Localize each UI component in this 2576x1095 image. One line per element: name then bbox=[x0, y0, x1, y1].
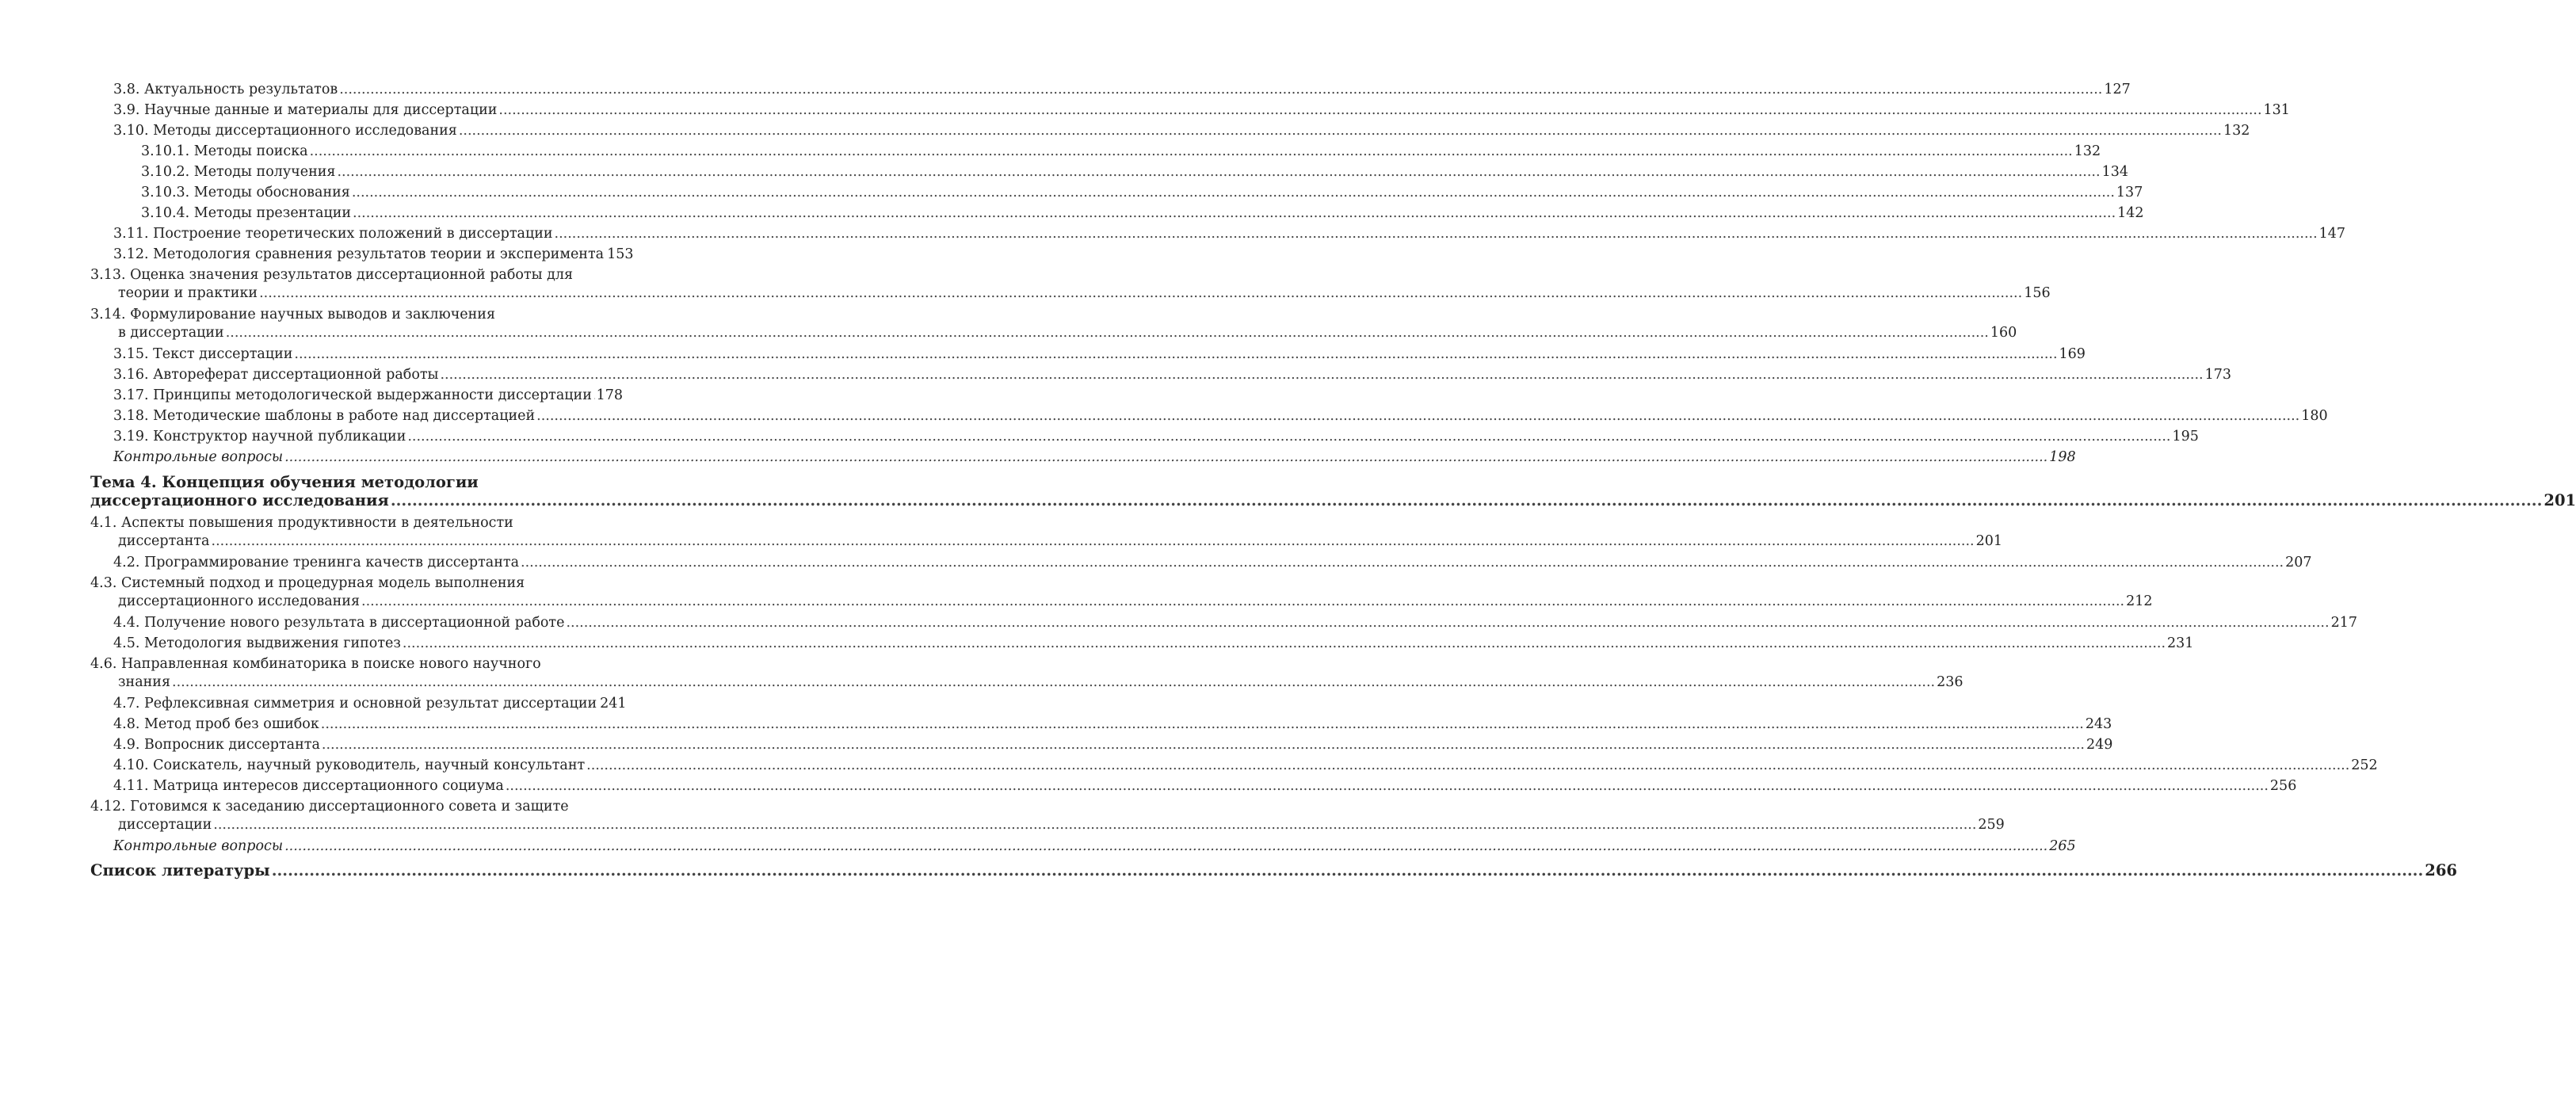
toc-entry-title: 3.14. Формулирование научных выводов и заключения bbox=[90, 306, 495, 322]
toc-entry-title: 3.10.1. Методы поиска bbox=[141, 143, 308, 159]
toc-page-number: 169 bbox=[2059, 346, 2086, 362]
toc-entry-cont-title: теории и практики bbox=[118, 285, 258, 301]
toc-page-number: 195 bbox=[2172, 429, 2199, 444]
toc-entry-leader-line bbox=[113, 120, 2250, 141]
toc-entry[interactable] bbox=[90, 182, 2143, 203]
toc-page-number: 132 bbox=[2074, 143, 2101, 159]
toc-entry-title: 4.8. Метод проб без ошибок bbox=[113, 716, 319, 732]
toc-review-questions[interactable] bbox=[90, 447, 2076, 467]
toc-page-number: 236 bbox=[1937, 674, 1963, 690]
toc-entry-title: 4.10. Соискатель, научный руководитель, научный консультант bbox=[113, 757, 586, 773]
toc-bibliography-entry[interactable] bbox=[90, 860, 2457, 881]
toc-entry-title: 3.11. Построение теоретических положений в диссертации bbox=[113, 226, 553, 242]
toc-entry-title: 3.17. Принципы методологической выдержанности диссертации bbox=[113, 387, 592, 403]
toc-bibliography-leader-line bbox=[90, 860, 2457, 881]
toc-entry-leader-line bbox=[113, 714, 2112, 734]
toc-page-number: 266 bbox=[2425, 861, 2457, 879]
toc-entry[interactable] bbox=[90, 141, 2101, 162]
toc-entry-leader-line bbox=[141, 203, 2144, 223]
toc-review-questions[interactable] bbox=[90, 836, 2076, 857]
dot-leader: ................................................................................................................................................................................................................................................................................................................................................................................................................ bbox=[259, 285, 2023, 301]
toc-entry[interactable] bbox=[90, 406, 2328, 426]
toc-entry-leader-line bbox=[113, 552, 2312, 573]
toc-entry-leader-line bbox=[113, 100, 2290, 120]
toc-entry[interactable] bbox=[90, 100, 2290, 120]
toc-entry[interactable] bbox=[90, 385, 623, 406]
dot-leader: ................................................................................................................................................................................................................................................................................................................................................................................................................ bbox=[211, 533, 1975, 549]
dot-leader: ................................................................................................................................................................................................................................................................................................................................................................................................................ bbox=[337, 164, 2101, 180]
dot-leader: ................................................................................................................................................................................................................................................................................................................................................................................................................ bbox=[213, 817, 1977, 833]
toc-entry-title: 3.18. Методические шаблоны в работе над диссертацией bbox=[113, 408, 536, 424]
toc-page-number: 201 bbox=[2544, 491, 2576, 509]
toc-entry-title: 3.16. Автореферат диссертационной работы bbox=[113, 367, 439, 383]
toc-page-number: 156 bbox=[2024, 285, 2051, 301]
toc-entry-title: 4.6. Направленная комбинаторика в поиске нового научного bbox=[90, 655, 541, 672]
toc-entry-title: 3.8. Актуальность результатов bbox=[113, 82, 338, 97]
toc-entry-cont-leader-line bbox=[118, 673, 1963, 692]
toc-entry-leader-line bbox=[113, 693, 627, 714]
toc-page-number: 259 bbox=[1978, 817, 2005, 833]
toc-entry-cont-leader-line bbox=[118, 593, 2153, 612]
dot-leader: ................................................................................................................................................................................................................................................................................................................................................................................................................ bbox=[339, 82, 2103, 97]
toc-page-number: 243 bbox=[2085, 716, 2112, 732]
toc-entry[interactable] bbox=[90, 120, 2250, 141]
toc-entry-cont-title: в диссертации bbox=[118, 325, 224, 341]
toc-entry-leader-line bbox=[113, 79, 2131, 100]
dot-leader: ................................................................................................................................................................................................................................................................................................................................................................................................................ bbox=[225, 325, 1989, 341]
toc-entry[interactable] bbox=[90, 693, 627, 714]
toc-entry[interactable] bbox=[90, 513, 2003, 552]
toc-entry-cont-title: знания bbox=[118, 674, 171, 690]
toc-entry[interactable] bbox=[90, 755, 2378, 776]
toc-entry-title: 4.5. Методология выдвижения гипотез bbox=[113, 635, 401, 651]
toc-page-number: 142 bbox=[2117, 205, 2144, 221]
toc-entry-leader-line bbox=[113, 776, 2297, 796]
toc-entry-leader-line bbox=[113, 406, 2328, 426]
toc-entry-leader-line bbox=[141, 141, 2101, 162]
toc-bibliography-title: Список литературы bbox=[90, 861, 270, 879]
toc-page-number: 217 bbox=[2330, 615, 2357, 631]
toc-entry-leader-line bbox=[141, 162, 2128, 182]
toc-entry-title: 3.10.2. Методы получения bbox=[141, 164, 336, 180]
toc-entry[interactable] bbox=[90, 223, 2346, 244]
toc-entry-leader-line bbox=[113, 344, 2086, 364]
toc-entry-title: 3.12. Методология сравнения результатов теории и эксперимента bbox=[113, 246, 605, 262]
dot-leader: ................................................................................................................................................................................................................................................................................................................................................................................................................ bbox=[402, 635, 2166, 651]
toc-entry-cont-leader-line bbox=[118, 284, 2051, 303]
toc-page-number: 127 bbox=[2104, 82, 2131, 97]
dot-leader: ................................................................................................................................................................................................................................................................................................................................................................................................................ bbox=[353, 205, 2116, 221]
dot-leader: ................................................................................................................................................................................................................................................................................................................................................................................................................ bbox=[440, 367, 2204, 383]
toc-page-number: 252 bbox=[2351, 757, 2378, 773]
toc-entry-title: 4.2. Программирование тренинга качеств диссертанта bbox=[113, 555, 520, 570]
toc-page-number: 178 bbox=[596, 387, 623, 403]
toc-page-number: 249 bbox=[2086, 737, 2113, 753]
dot-leader: ................................................................................................................................................................................................................................................................................................................................................................................................................ bbox=[566, 615, 2330, 631]
dot-leader: ................................................................................................................................................................................................................................................................................................................................................................................................................ bbox=[284, 838, 2048, 854]
toc-entry[interactable] bbox=[90, 79, 2131, 100]
dot-leader: ................................................................................................................................................................................................................................................................................................................................................................................................................ bbox=[458, 123, 2222, 139]
toc-page-number: 180 bbox=[2301, 408, 2328, 424]
toc-page-number: 132 bbox=[2223, 123, 2250, 139]
toc-entry[interactable] bbox=[90, 714, 2112, 734]
toc-page-number: 160 bbox=[1990, 325, 2017, 341]
toc-entry-leader-line bbox=[113, 612, 2357, 633]
toc-entry-title: 4.12. Готовимся к заседанию диссертационного совета и защите bbox=[90, 798, 569, 815]
dot-leader bbox=[593, 385, 595, 406]
toc-entry-title: 3.19. Конструктор научной публикации bbox=[113, 429, 406, 444]
toc-entry-leader-line bbox=[141, 182, 2143, 203]
toc-entry-title: 3.9. Научные данные и материалы для диссертации bbox=[113, 102, 498, 118]
toc-entry[interactable] bbox=[90, 612, 2357, 633]
toc-entry-leader-line bbox=[113, 244, 634, 265]
dot-leader: ................................................................................................................................................................................................................................................................................................................................................................................................................ bbox=[320, 716, 2084, 732]
toc-topic-cont-title: диссертационного исследования bbox=[90, 491, 389, 509]
toc-entry[interactable] bbox=[90, 364, 2231, 385]
dot-leader: ................................................................................................................................................................................................................................................................................................................................................................................................................ bbox=[361, 593, 2125, 609]
toc-entry-leader-line bbox=[113, 385, 623, 406]
toc-page-number: 212 bbox=[2126, 593, 2153, 609]
toc-entry-cont-title: диссертанта bbox=[118, 533, 210, 549]
dot-leader: ................................................................................................................................................................................................................................................................................................................................................................................................................ bbox=[271, 861, 2424, 879]
dot-leader: ................................................................................................................................................................................................................................................................................................................................................................................................................ bbox=[536, 408, 2300, 424]
toc-entry[interactable] bbox=[90, 203, 2144, 223]
toc-entry[interactable] bbox=[90, 654, 1963, 693]
toc-page-number: 207 bbox=[2285, 555, 2312, 570]
toc-entry-title: 3.10. Методы диссертационного исследования bbox=[113, 123, 457, 139]
toc-entry-title: 3.10.4. Методы презентации bbox=[141, 205, 352, 221]
toc-entry[interactable] bbox=[90, 344, 2086, 364]
table-of-contents bbox=[90, 79, 2576, 881]
toc-page-number: 201 bbox=[1975, 533, 2003, 549]
toc-entry-title: 4.11. Матрица интересов диссертационного социума bbox=[113, 778, 504, 794]
toc-entry[interactable] bbox=[90, 265, 2051, 304]
dot-leader: ................................................................................................................................................................................................................................................................................................................................................................................................................ bbox=[172, 674, 1936, 690]
toc-entry[interactable] bbox=[90, 304, 2017, 344]
toc-entry-leader-line bbox=[113, 734, 2113, 755]
toc-entry-cont-leader-line bbox=[118, 324, 2017, 343]
toc-entry-title: 3.15. Текст диссертации bbox=[113, 346, 293, 362]
toc-entry[interactable] bbox=[90, 734, 2113, 755]
toc-entry-cont-title: диссертационного исследования bbox=[118, 593, 361, 609]
toc-entry-title: 4.7. Рефлексивная симметрия и основной результат диссертации bbox=[113, 696, 597, 712]
toc-page-number: 231 bbox=[2167, 635, 2194, 651]
toc-entry-cont-title: диссертации bbox=[118, 817, 212, 833]
toc-entry-title: 4.1. Аспекты повышения продуктивности в деятельности bbox=[90, 514, 513, 531]
dot-leader: ................................................................................................................................................................................................................................................................................................................................................................................................................ bbox=[309, 143, 2073, 159]
toc-entry[interactable] bbox=[90, 244, 634, 265]
dot-leader: ................................................................................................................................................................................................................................................................................................................................................................................................................ bbox=[294, 346, 2058, 362]
toc-entry-title: 4.3. Системный подход и процедурная модель выполнения bbox=[90, 574, 525, 591]
toc-page-number: 153 bbox=[607, 246, 634, 262]
toc-page-number: 131 bbox=[2263, 102, 2290, 118]
toc-page-number: 265 bbox=[2049, 838, 2076, 854]
toc-entry-leader-line bbox=[113, 633, 2194, 654]
dot-leader: ................................................................................................................................................................................................................................................................................................................................................................................................................ bbox=[351, 185, 2115, 200]
toc-entry-leader-line bbox=[113, 755, 2378, 776]
dot-leader: ................................................................................................................................................................................................................................................................................................................................................................................................................ bbox=[521, 555, 2284, 570]
toc-entry[interactable] bbox=[90, 552, 2312, 573]
toc-page-number: 241 bbox=[600, 696, 627, 712]
toc-entry-leader-line bbox=[113, 364, 2231, 385]
toc-entry[interactable] bbox=[90, 776, 2297, 796]
toc-entry-leader-line bbox=[113, 836, 2076, 857]
toc-entry[interactable] bbox=[90, 573, 2153, 612]
dot-leader: ................................................................................................................................................................................................................................................................................................................................................................................................................ bbox=[284, 449, 2048, 465]
dot-leader: ................................................................................................................................................................................................................................................................................................................................................................................................................ bbox=[586, 757, 2350, 773]
toc-entry-title: Контрольные вопросы bbox=[113, 838, 284, 854]
dot-leader: ................................................................................................................................................................................................................................................................................................................................................................................................................ bbox=[498, 102, 2262, 118]
toc-page-number: 198 bbox=[2049, 449, 2076, 465]
toc-entry-cont-leader-line bbox=[118, 532, 2003, 551]
toc-entry[interactable] bbox=[90, 633, 2194, 654]
dot-leader: ................................................................................................................................................................................................................................................................................................................................................................................................................ bbox=[505, 778, 2269, 794]
dot-leader: ................................................................................................................................................................................................................................................................................................................................................................................................................ bbox=[407, 429, 2171, 444]
toc-entry[interactable] bbox=[90, 426, 2199, 447]
toc-entry[interactable] bbox=[90, 796, 2005, 836]
toc-entry[interactable] bbox=[90, 162, 2128, 182]
dot-leader: ................................................................................................................................................................................................................................................................................................................................................................................................................ bbox=[554, 226, 2318, 242]
toc-entry-leader-line bbox=[113, 223, 2346, 244]
dot-leader: ................................................................................................................................................................................................................................................................................................................................................................................................................ bbox=[321, 737, 2085, 753]
toc-page-number: 147 bbox=[2318, 226, 2346, 242]
toc-entry-leader-line bbox=[113, 447, 2076, 467]
toc-page-number: 134 bbox=[2101, 164, 2128, 180]
toc-entry-leader-line bbox=[113, 426, 2199, 447]
toc-topic-cont-leader-line bbox=[90, 491, 2576, 509]
toc-entry-title: Контрольные вопросы bbox=[113, 449, 284, 465]
toc-topic-heading[interactable] bbox=[90, 473, 2576, 509]
toc-entry-cont-leader-line bbox=[118, 816, 2005, 835]
toc-page-number: 256 bbox=[2269, 778, 2297, 794]
toc-entry-title: 3.10.3. Методы обоснования bbox=[141, 185, 350, 200]
toc-entry-title: 3.13. Оценка значения результатов диссертационной работы для bbox=[90, 266, 574, 283]
toc-page-number: 137 bbox=[2116, 185, 2143, 200]
toc-entry-title: 4.9. Вопросник диссертанта bbox=[113, 737, 320, 753]
toc-page-number: 173 bbox=[2204, 367, 2231, 383]
dot-leader: ................................................................................................................................................................................................................................................................................................................................................................................................................ bbox=[390, 491, 2543, 509]
toc-topic-title: Тема 4. Концепция обучения методологии bbox=[90, 473, 479, 491]
toc-entry-title: 4.4. Получение нового результата в диссертационной работе bbox=[113, 615, 565, 631]
